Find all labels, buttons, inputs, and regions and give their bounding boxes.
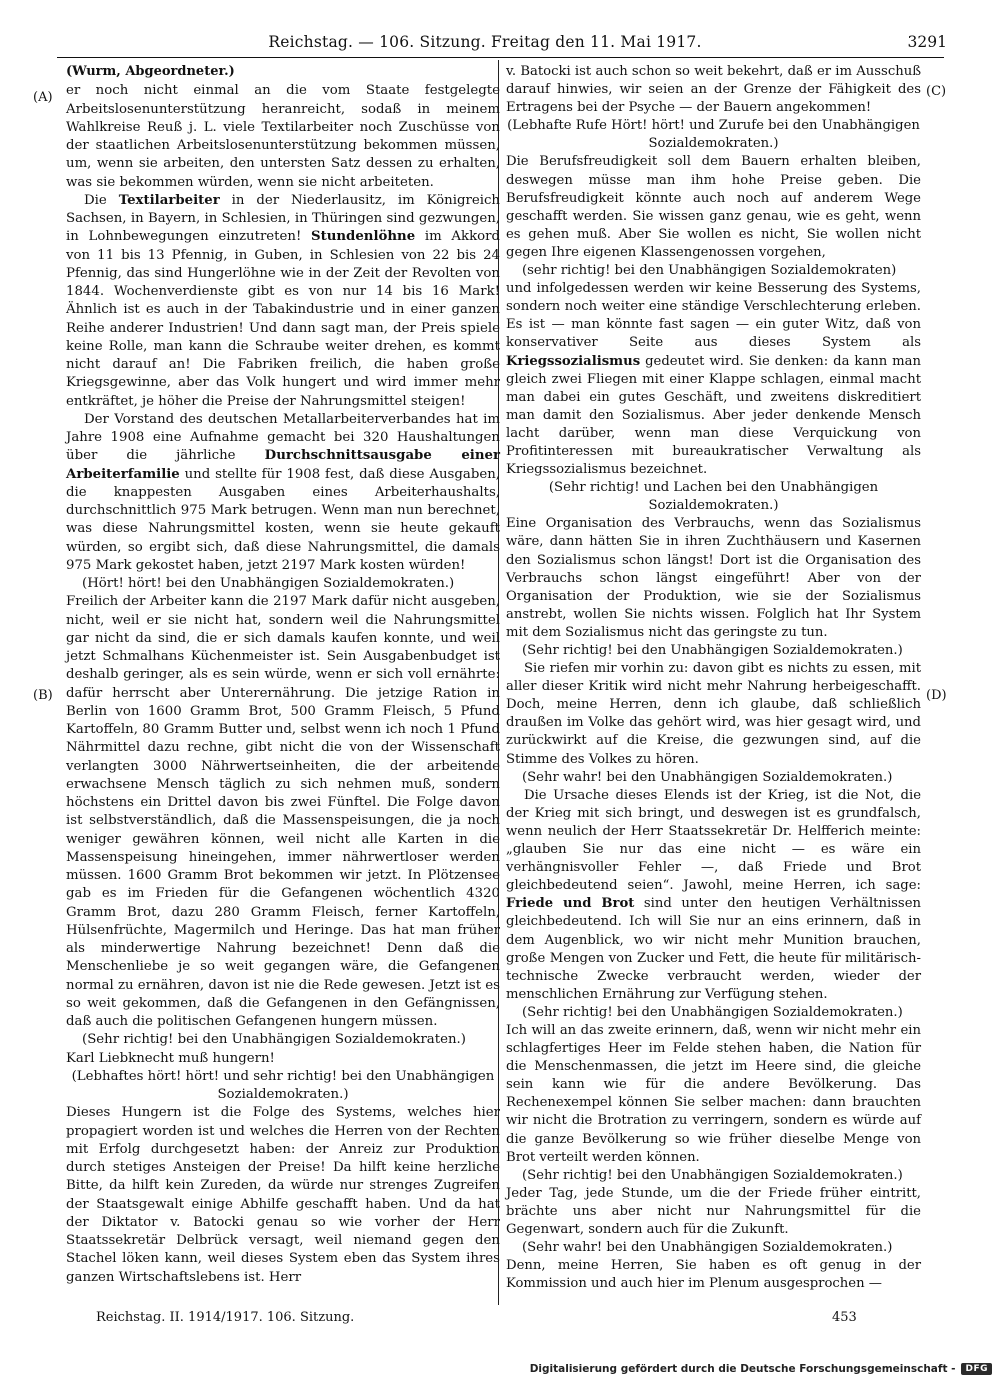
interjection: (Sehr richtig! bei den Unabhängigen Sozialdemokraten.)	[522, 1167, 903, 1183]
credit-text: Digitalisierung gefördert durch die Deutsche Forschungsgemeinschaft -	[529, 1363, 956, 1375]
speaker-attribution: (Wurm, Abgeordneter.)	[66, 64, 235, 79]
footer-sheet-number: 453	[832, 1310, 857, 1325]
paragraph: Dieses Hungern ist die Folge des Systems, welches hier propagiert worden ist und welches die Herren von der Rechten mit Erfolg durchgesetzt haben: der Anreiz zur Produktion durch stetiges Ansteigen der Preise! Da hilft keine herzliche Bitte, da hilft kein Zureden, da würde nur strenges Zugreifen der Staatsgewalt einige Abhilfe geschafft haben. Und da hat der Diktator v. Batocki genau so wie vorher der Herr Staatssekretär Delbrück versagt, weil niemand gegen den Stachel löken kann, weil dieses System eben das System ihres ganzen Wirtschaftslebens ist. Herr	[66, 1105, 500, 1285]
right-column	[506, 63, 921, 1293]
paragraph: Die Ursache dieses Elends ist der Krieg, ist die Not, die der Krieg mit sich bringt, und deswegen ist es grundfalsch, wenn neulich der Herr Staatssekretär Dr. Helfferich meinte: „glauben Sie nur das eine nicht — es wäre ein verhängnisvoller Fehler —, daß Friede und Brot gleichbedeutend seien“. Jawohl, meine Herren, ich sage: Friede und Brot sind unter den heutigen Verhältnissen gleichbedeutend. Ich will Sie nur an eins erinnern, daß in dem Augenblick, wo wir nicht mehr Munition brauchen, große Mengen von Zucker und Fett, die heute für militärisch-technische Zwecke verbraucht werden, wieder der menschlichen Ernährung zur Verfügung stehen.	[506, 787, 921, 1002]
interjection: (Sehr richtig! bei den Unabhängigen Sozialdemokraten.)	[522, 1004, 903, 1020]
paragraph: Ich will an das zweite erinnern, daß, wenn wir nicht mehr ein schlagfertiges Heer im Felde stehen haben, die Nation für die Menschenmassen, die jetzt im Heere sind, die gleiche sein kann wie für die andere Bevölkerung. Das Rechenexempel können Sie selber machen: dann brauchten wir nicht die Brotration zu verringern, sondern es würde auf die ganze Bevölkerung so wie früher dieselbe Menge von Brot verteilt werden können.	[506, 1022, 921, 1165]
footer-signature: Reichstag. II. 1914/1917. 106. Sitzung.	[96, 1310, 355, 1325]
interjection: (Lebhafte Rufe Hört! hört! und Zurufe bei den Unabhängigen Sozialdemokraten.)	[507, 118, 920, 152]
interjection: (Sehr wahr! bei den Unabhängigen Sozialdemokraten.)	[522, 769, 893, 785]
paragraph: Freilich der Arbeiter kann die 2197 Mark dafür nicht ausgeben, nicht, weil er sie nicht hat, sondern weil die Nahrungsmittel gar nicht da sind, die er sich damals kaufen konnte, und weil jetzt Schmalhans Küchenmeister ist. Sein Ausgabenbudget ist deshalb geringer, als es sein würde, wenn er sich voll ernährte: dafür herrscht aber Unterernährung. Die jetzige Ration in Berlin von 1600 Gramm Brot, 500 Gramm Fleisch, 5 Pfund Kartoffeln, 80 Gramm Butter und, selbst wenn ich noch 1 Pfund Nährmittel dazu rechne, gibt nicht die von der Wissenschaft verlangten 3000 Nährwertseinheiten, die der arbeitende erwachsene Mensch täglich zu sich nehmen muß, sondern höchstens ein Drittel davon bis zwei Fünftel. Die Folge davon ist selbstverständlich, daß die Massenspeisungen, die ja noch weniger gewähren können, weil nicht alle Karten in die Massenspeisung hineingehen, immer nährwertloser werden müssen. 1600 Gramm Brot bekommen wir jetzt. In Plötzensee gab es im Frieden für die Gefangenen wöchentlich 4320 Gramm Brot, dazu 280 Gramm Fleisch, ferner Kartoffeln, Hülsenfrüchte, Magermilch und Heringe. Das hat man früher als minderwertige Nahrung bezeichnet! Denn daß die Menschenliebe je so weit gegangen wäre, die Gefangenen normal zu ernähren, davon ist nie die Rede gewesen. Jetzt ist es so weit gekommen, daß die Gefangenen in den Gefängnissen, daß auch die politischen Gefangenen hungern müssen.	[66, 594, 500, 1029]
margin-marker-b: (B)	[33, 688, 53, 703]
interjection: (Sehr richtig! und Lachen bei den Unabhängigen Sozialdemokraten.)	[548, 480, 879, 514]
header-rule	[57, 57, 944, 58]
paragraph: Die Textilarbeiter in der Niederlausitz, im Königreich Sachsen, in Bayern, in Schlesien, in Thüringen sind gezwungen, in Lohnbewegungen einzutreten! Stundenlöhne im Akkord von 11 bis 13 Pfennig, in Guben, in Schlesien von 22 bis 24 Pfennig, das sind Hungerlöhne wie in der Zeit der Revolten von 1844. Wochenverdienste gibt es von nur 14 bis 16 Mark! Ähnlich ist es auch in der Tabakindustrie und in einer ganzen Reihe anderer Industrien! Und dann sagt man, der Preis spiele keine Rolle, man kann die Schraube weiter drehen, es kommt nicht darauf an! Die Fabriken freilich, die haben große Kriegsgewinne, aber das Volk hungert und wird immer mehr entkräftet, je höher die Preise der Nahrungsmittel steigen!	[66, 192, 501, 409]
paragraph: Sie riefen mir vorhin zu: davon gibt es nichts zu essen, mit aller dieser Kritik wird nicht mehr Nahrung herbeigeschafft. Doch, meine Herren, denn ich glaube, daß schließlich draußen im Volke das gehört wird, was hier gesagt wird, und zurückwirkt auf die Kreise, die gezwungen sind, auf die Stimme des Volkes zu hören.	[506, 661, 921, 767]
dfg-logo: DFG	[961, 1363, 992, 1375]
digitization-credit	[530, 1363, 992, 1375]
paragraph: v. Batocki ist auch schon so weit bekehrt, daß er im Ausschuß darauf hinwies, wir seien an der Grenze der Fähigkeit des Ertragens bei der Psyche — der Bauern angekommen!	[506, 64, 921, 116]
interjection: (sehr richtig! bei den Unabhängigen Sozialdemokraten)	[522, 263, 897, 279]
interjection: (Sehr richtig! bei den Unabhängigen Sozialdemokraten.)	[522, 643, 903, 658]
margin-marker-d: (D)	[926, 688, 947, 703]
page-number: 3291	[907, 33, 947, 51]
interjection: (Hört! hört! bei den Unabhängigen Sozialdemokraten.)	[82, 576, 455, 591]
paragraph: Jeder Tag, jede Stunde, um die der Friede früher eintritt, brächte uns aber nicht nur Nahrungsmittel für die Gegenwart, sondern auch für die Zukunft.	[506, 1185, 921, 1237]
running-head: Reichstag. — 106. Sitzung. Freitag den 11. Mai 1917.	[268, 33, 702, 51]
interjection: (Sehr wahr! bei den Unabhängigen Sozialdemokraten.)	[522, 1240, 893, 1256]
paragraph: Eine Organisation des Verbrauchs, wenn das Sozialismus wäre, dann hätten Sie in ihren Zuchthäusern und Kasernen den Sozialismus schon längst! Dort ist die Organisation des Verbrauchs schon längst eingeführt! Aber von der Organisation der Produktion, wie sie der Sozialismus anstrebt, wollen Sie nichts wissen. Folglich hat Ihr System mit dem Sozialismus nicht das geringste zu tun.	[506, 516, 921, 640]
paragraph: und infolgedessen werden wir keine Besserung des Systems, sondern noch weiter eine ständige Verschlechterung erleben. Es ist — man könnte fast sagen — ein guter Witz, daß von konservativer Seite aus dieses System als Kriegssozialismus gedeutet wird. Sie denken: da kann man gleich zwei Fliegen mit einer Klappe schlagen, einmal macht man dabei ein gutes Geschäft, und zweitens diskreditiert man damit den Sozialismus. Aber jeder denkende Mensch lacht darüber, wenn man diese Verquickung von Profitinteressen mit bureaukratischer Verwaltung als Kriegssozialismus bezeichnet.	[506, 281, 921, 478]
interjection: (Sehr richtig! bei den Unabhängigen Sozialdemokraten.)	[82, 1032, 466, 1048]
margin-marker-c: (C)	[926, 84, 947, 99]
paragraph: Der Vorstand des deutschen Metallarbeiterverbandes hat im Jahre 1908 eine Aufnahme gemacht bei 320 Haushaltungen über die jährliche Durchschnittsausgabe einer Arbeiterfamilie und stellte für 1908 fest, daß diese Ausgaben, die knappesten Ausgaben eines Arbeiterhaushalts, durchschnittlich 975 Mark betrugen. Wenn man nun berechnet, was diese Nahrungsmittel kosten, wenn sie heute gekauft würden, so ergibt sich, daß diese Nahrungsmittel, die damals 975 Mark gekostet haben, jetzt 2197 Mark kosten würden!	[66, 411, 500, 573]
margin-marker-a: (A)	[33, 90, 53, 105]
interjection: (Lebhaftes hört! hört! und sehr richtig! bei den Unabhängigen Sozialdemokraten.)	[71, 1068, 495, 1102]
left-column	[66, 63, 500, 1287]
paragraph: er noch nicht einmal an die vom Staate festgelegte Arbeitslosenunterstützung heranreicht, sodaß in meinem Wahlkreise Reuß j. L. viele Textilarbeiter noch Zuschüsse von der staatlichen Arbeitslosenunterstützung bekommen müssen, um, wenn sie arbeiten, den untersten Satz dessen zu erhalten, was sie bekommen würden, wenn sie nicht arbeiteten.	[66, 83, 500, 190]
interjection-call: Karl Liebknecht muß hungern!	[66, 1050, 275, 1066]
paragraph: Denn, meine Herren, Sie haben es oft genug in der Kommission und auch hier im Plenum ausgesprochen —	[506, 1258, 921, 1292]
paragraph: Die Berufsfreudigkeit soll dem Bauern erhalten bleiben, deswegen müsse man ihm hohe Preise geben. Die Berufsfreudigkeit könnte auch noch auf anderem Wege geschafft werden. Sie wissen ganz genau, wie es geht, wenn es gehen muß. Aber Sie wollen es nicht, Sie wollen nicht gegen Ihre eigenen Klassengenossen vorgehen,	[506, 154, 921, 260]
